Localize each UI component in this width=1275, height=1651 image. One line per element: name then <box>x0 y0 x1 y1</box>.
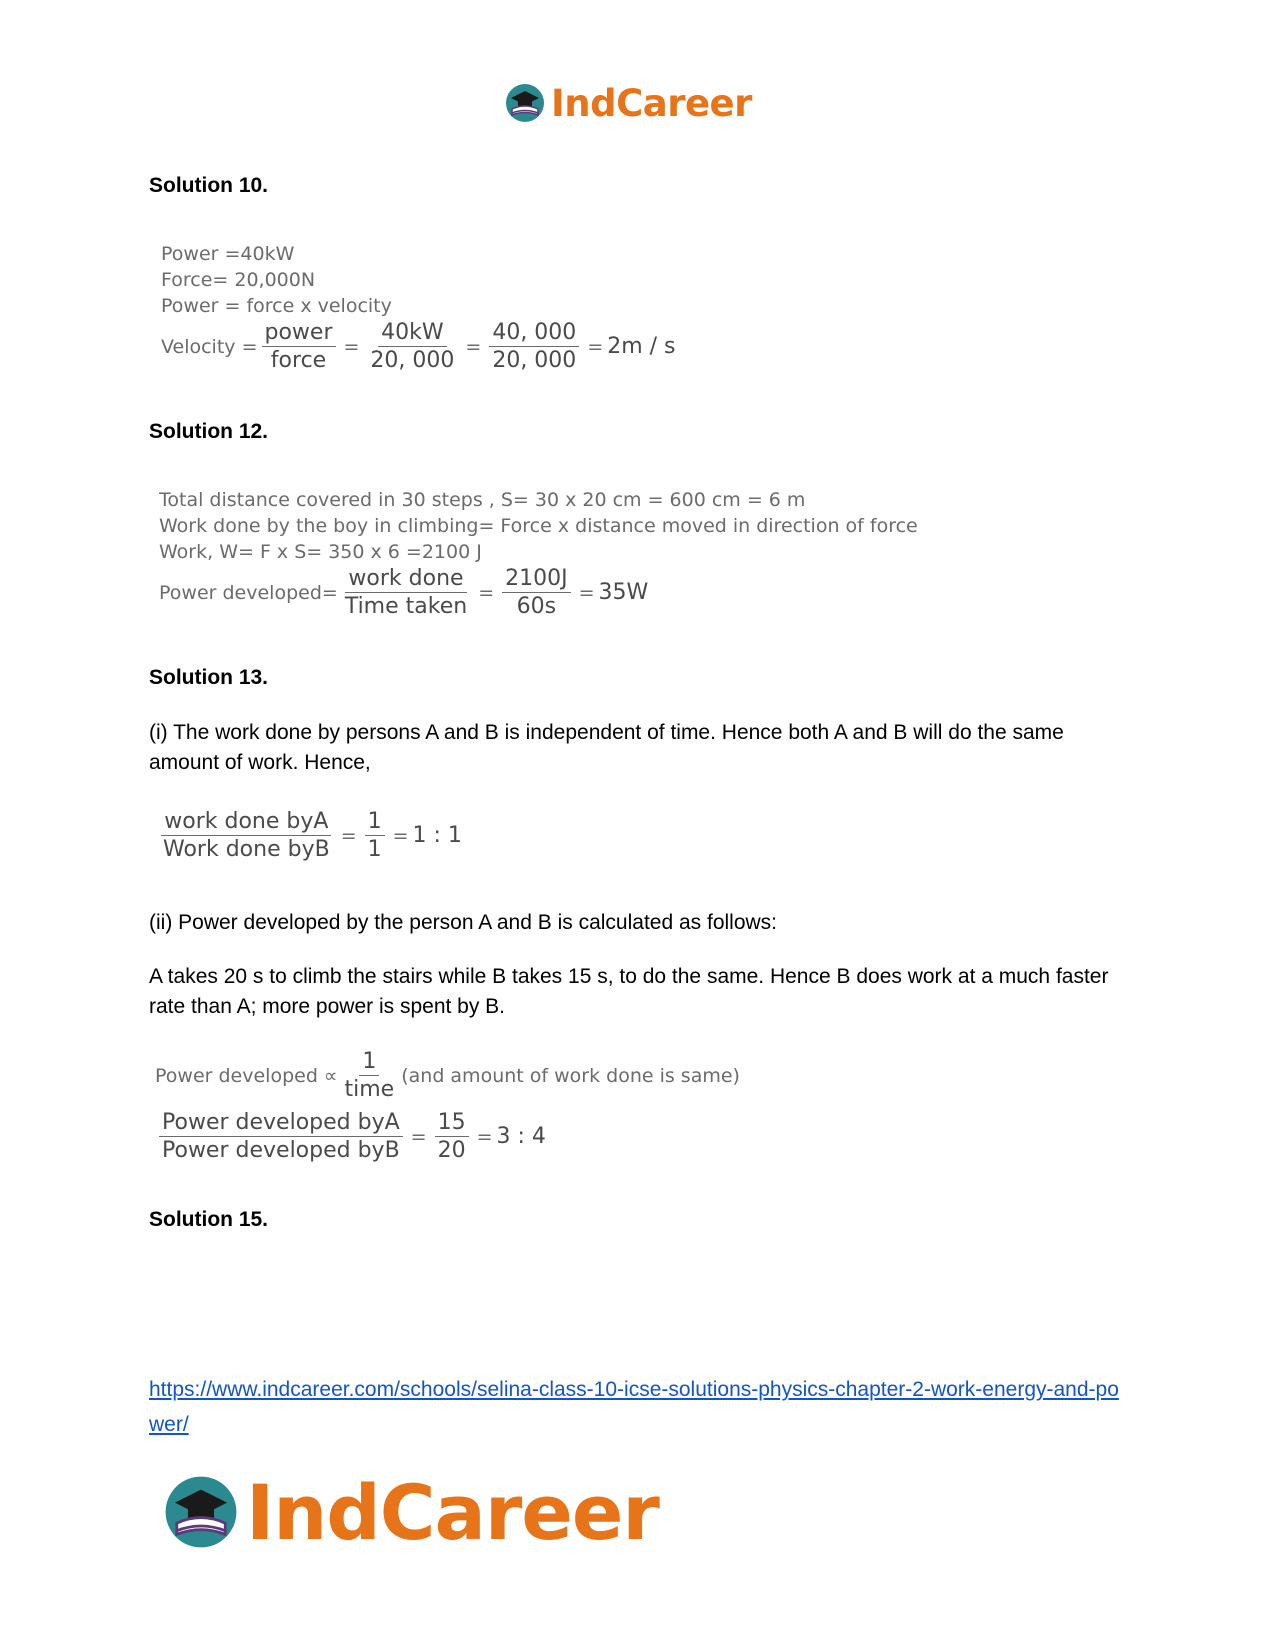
equals-sign: = <box>476 1125 493 1148</box>
solution-13-paragraph-3: A takes 20 s to climb the stairs while B takes 15 s, to do the same. Hence B does work at a much faster rate than A; more power is spent by B. <box>149 965 1109 1018</box>
numerator: 1 <box>365 808 385 836</box>
fraction <box>489 319 579 374</box>
equation-result: 35W <box>598 580 649 605</box>
work-ratio-equation <box>156 808 462 863</box>
graduation-cap-book-icon <box>160 1471 242 1553</box>
equals-sign: = <box>578 581 595 604</box>
numerator: 15 <box>435 1109 469 1137</box>
fraction <box>342 565 470 620</box>
logo-wordmark: IndCareer <box>246 1467 659 1557</box>
equation-note: (and amount of work done is same) <box>401 1064 740 1087</box>
power-equation <box>159 565 918 620</box>
denominator: 1 <box>367 837 382 862</box>
graduation-cap-book-icon <box>503 81 547 125</box>
denominator: 20 <box>437 1138 466 1163</box>
fraction <box>502 565 570 620</box>
math-line: Force= 20,000N <box>161 269 316 291</box>
fraction <box>342 1048 398 1103</box>
equals-sign: = <box>392 824 409 847</box>
solution-15-heading: Solution 15. <box>149 1208 269 1231</box>
footer-logo <box>160 1466 659 1558</box>
denominator: 60s <box>516 594 557 619</box>
fraction <box>367 319 457 374</box>
fraction <box>160 808 333 863</box>
numerator: 40kW <box>378 319 447 347</box>
denominator: 20, 000 <box>492 348 577 373</box>
denominator: Time taken <box>344 594 468 619</box>
fraction <box>435 1109 469 1164</box>
equation-label: Velocity = <box>161 335 258 358</box>
power-ratio-equation <box>155 1109 740 1164</box>
equals-sign: = <box>410 1125 427 1148</box>
velocity-equation <box>161 319 676 374</box>
numerator: work done <box>345 565 466 593</box>
equation-result: 1 : 1 <box>412 823 462 848</box>
denominator: Work done byB <box>163 837 330 862</box>
solution-13-paragraph-2: (ii) Power developed by the person A and B is calculated as follows: <box>149 911 778 934</box>
numerator: work done byA <box>161 808 331 836</box>
equals-sign: = <box>343 335 360 358</box>
numerator: Power developed byA <box>159 1109 403 1137</box>
solution-13-heading: Solution 13. <box>149 666 269 689</box>
fraction <box>365 808 385 863</box>
denominator: Power developed byB <box>162 1138 400 1163</box>
equation-label: Power developed= <box>159 581 338 604</box>
numerator: 1 <box>359 1048 379 1076</box>
solution-10-heading: Solution 10. <box>149 174 269 197</box>
equation-row <box>155 1048 740 1103</box>
source-url-link[interactable]: https://www.indcareer.com/schools/selina-class-10-icse-solutions-physics-chapter-2-work-energy-and-power/ <box>149 1378 1119 1436</box>
equals-sign: = <box>465 335 482 358</box>
math-line: Total distance covered in 30 steps , S= 30 x 20 cm = 600 cm = 6 m <box>159 489 806 511</box>
fraction <box>262 319 336 374</box>
solution-12-heading: Solution 12. <box>149 420 269 443</box>
equals-sign: = <box>478 581 495 604</box>
equals-sign: = <box>340 824 357 847</box>
solution-13-paragraph-1: (i) The work done by persons A and B is independent of time. Hence both A and B will do the same amount of work. Hence, <box>149 721 1064 774</box>
equation-result: 2m / s <box>607 334 676 359</box>
math-line: Power =40kW <box>161 243 295 265</box>
denominator: force <box>270 348 327 373</box>
denominator: time <box>344 1077 395 1102</box>
solution-12-math <box>159 487 918 620</box>
numerator: power <box>262 319 336 347</box>
equation-result: 3 : 4 <box>496 1124 546 1149</box>
math-line: Work, W= F x S= 350 x 6 =2100 J <box>159 541 482 563</box>
equation-label: Power developed ∝ <box>155 1064 338 1087</box>
solution-10-math <box>161 241 676 374</box>
numerator: 40, 000 <box>489 319 579 347</box>
denominator: 20, 000 <box>370 348 455 373</box>
math-line: Work done by the boy in climbing= Force x distance moved in direction of force <box>159 515 918 537</box>
header-logo <box>503 80 752 126</box>
equation-row <box>156 808 462 863</box>
numerator: 2100J <box>502 565 570 593</box>
equals-sign: = <box>587 335 604 358</box>
fraction <box>159 1109 403 1164</box>
logo-wordmark: IndCareer <box>551 81 752 125</box>
math-line: Power = force x velocity <box>161 295 392 317</box>
power-proportion <box>155 1048 740 1164</box>
